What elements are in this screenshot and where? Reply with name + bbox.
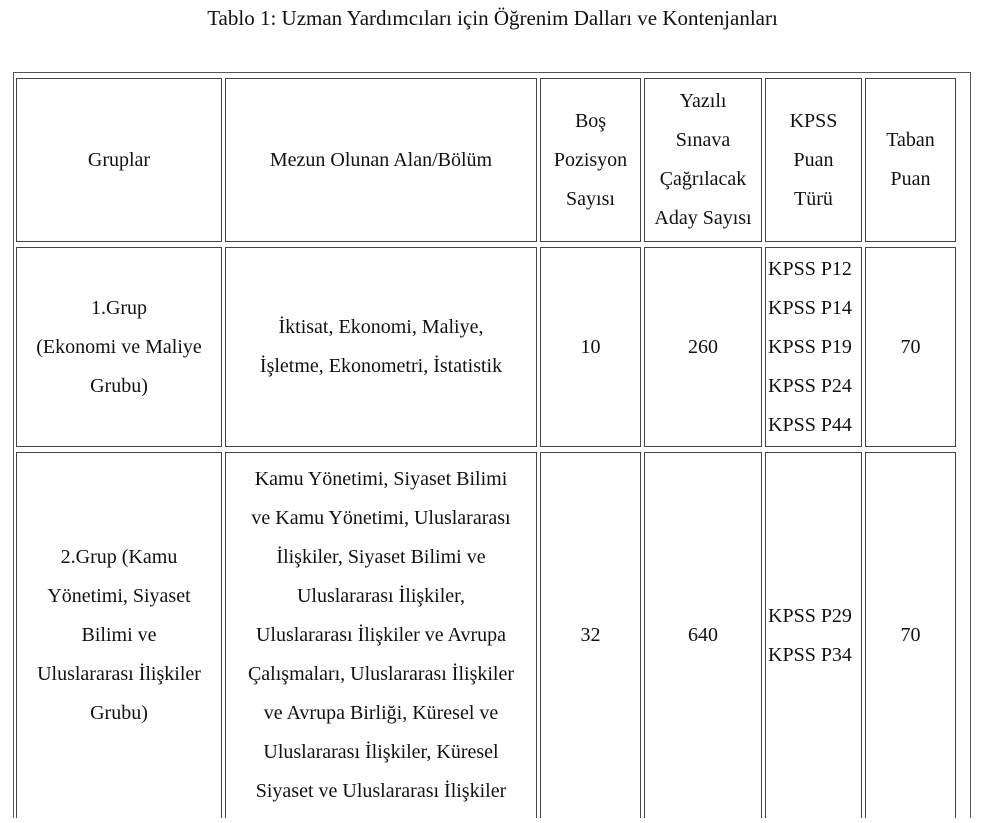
cell-yazili-sinav: 260	[644, 247, 762, 447]
cell-bolum: İktisat, Ekonomi, Maliye, İşletme, Ekonometri, İstatistik	[225, 247, 537, 447]
table-row	[16, 247, 956, 447]
header-taban-puan: Taban Puan	[865, 78, 956, 242]
table-title: Tablo 1: Uzman Yardımcıları için Öğrenim Dalları ve Kontenjanları	[207, 6, 778, 30]
cell-bos-pozisyon: 10	[540, 247, 641, 447]
header-kpss-puan-turu: KPSS Puan Türü	[765, 78, 862, 242]
cell-grup: 1.Grup (Ekonomi ve Maliye Grubu)	[16, 247, 222, 447]
header-bolum: Mezun Olunan Alan/Bölüm	[225, 78, 537, 242]
table-row	[16, 452, 956, 818]
quota-table	[13, 73, 959, 823]
header-row	[16, 78, 956, 242]
header-gruplar: Gruplar	[16, 78, 222, 242]
cell-grup: 2.Grup (Kamu Yönetimi, Siyaset Bilimi ve Uluslararası İlişkiler Grubu)	[16, 452, 222, 818]
cell-bos-pozisyon: 32	[540, 452, 641, 818]
header-bos-pozisyon: Boş Pozisyon Sayısı	[540, 78, 641, 242]
cell-bolum: Kamu Yönetimi, Siyaset Bilimi ve Kamu Yönetimi, Uluslararası İlişkiler, Siyaset Bilimi ve Uluslararası İlişkiler, Uluslararası İlişkiler ve Avrupa Çalışmaları, Uluslararası İlişkiler ve Avrupa Birliği, Küresel ve Uluslararası İlişkiler, Küresel Siyaset ve Uluslararası İlişkiler	[225, 452, 537, 818]
cell-kpss-puan-turu: KPSS P12 KPSS P14 KPSS P19 KPSS P24 KPSS P44	[765, 247, 862, 447]
cell-taban-puan: 70	[865, 247, 956, 447]
cell-yazili-sinav: 640	[644, 452, 762, 818]
cell-taban-puan: 70	[865, 452, 956, 818]
cell-kpss-puan-turu: KPSS P29 KPSS P34	[765, 452, 862, 818]
header-yazili-sinav: Yazılı Sınava Çağrılacak Aday Sayısı	[644, 78, 762, 242]
